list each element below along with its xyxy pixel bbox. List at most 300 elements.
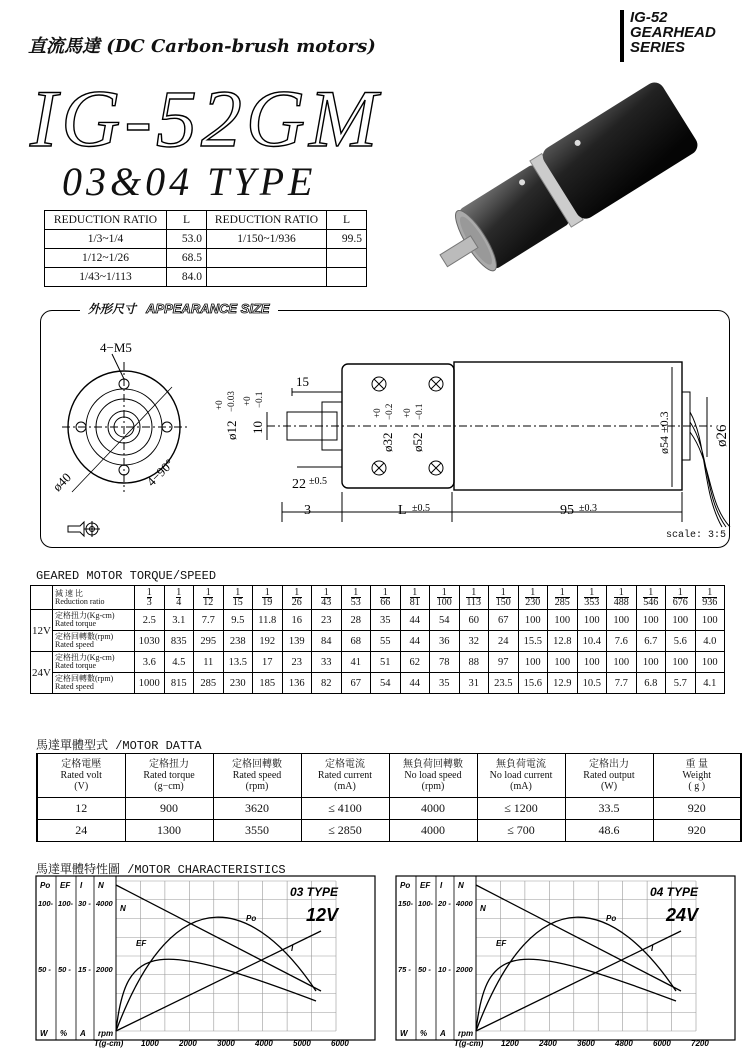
ratio-denominator: 546 [643,596,659,608]
characteristics-title: 馬達單體特性圖 /MOTOR CHARACTERISTICS [36,863,286,877]
dim-tol: −0.03 [226,391,236,412]
ratio-numerator: 1 [233,588,243,598]
value-cell: 100 [636,652,666,673]
axis-tick: 2000 [96,965,113,974]
row-label-zh: 減 速 比 [55,588,83,598]
ratio-denominator: 150 [495,596,511,608]
table-row [31,586,725,610]
table-cell: 4000 [389,820,477,842]
header-line: Weight [682,770,712,781]
speed-curve [116,885,321,991]
header-cell [125,754,213,798]
ratio-cell [577,586,607,610]
ratio-numerator: 1 [555,588,570,598]
header-cell [213,754,301,798]
axis-head: N [458,881,464,890]
value-cell: 4.1 [695,673,725,694]
value-cell: 100 [548,610,578,631]
table-cell [53,652,135,673]
dim-diameter-52: ø52 [410,432,425,452]
ratio-denominator: 26 [291,596,302,608]
value-cell: 1000 [135,673,165,694]
value-cell: 67 [341,673,371,694]
value-cell: 35 [430,673,460,694]
header-line: (V) [74,781,89,792]
document-title: 直流馬達 (DC Carbon-brush motors) [28,36,376,57]
value-cell: 84 [312,631,342,652]
value-cell: 23 [282,652,312,673]
ratio-numerator: 1 [146,586,152,598]
table-cell: 3620 [213,798,301,820]
value-cell: 6.7 [636,631,666,652]
ratio-numerator: 1 [437,588,452,598]
table-row [37,798,741,820]
row-label-zh: 定格回轉數(rpm) [55,632,114,641]
table-row [31,610,725,631]
value-cell: 36 [430,631,460,652]
axis-unit: A [440,1029,446,1038]
value-cell: 23.5 [489,673,519,694]
header-line: 無負荷回轉數 [403,759,463,770]
value-cell: 100 [577,652,607,673]
row-label-en: Rated torque [55,619,97,628]
table-cell [327,249,367,268]
header-cell [389,754,477,798]
value-cell: 100 [636,610,666,631]
value-cell: 12.9 [548,673,578,694]
dim-length-3: 3 [304,503,311,518]
row-label-zh: 定格扭力(Kg-cm) [55,653,115,662]
reduction-ratio-table [44,210,367,287]
value-cell: 295 [194,631,224,652]
axis-unit: % [60,1029,68,1038]
power-curve [116,917,316,1031]
value-cell: 4.5 [164,652,194,673]
table-cell: 1/3~1/4 [45,230,167,249]
ratio-cell [636,586,666,610]
row-label-en: Rated torque [55,661,97,670]
value-cell: 2.5 [135,610,165,631]
axis-tick: 100- [418,899,434,908]
header-cell [301,754,389,798]
table-cell: 1300 [125,820,213,842]
table-cell: 4000 [389,798,477,820]
table-header-row [45,211,367,230]
header-cell: REDUCTION RATIO [45,211,167,230]
x-tick: 1200 [501,1039,519,1048]
axis-unit: rpm [458,1029,474,1038]
value-cell: 6.8 [636,673,666,694]
header-line: Rated volt [60,770,102,781]
table-cell [53,610,135,631]
value-cell: 31 [459,673,489,694]
axis-tick: 2000 [456,965,473,974]
row-label-en: Rated speed [55,640,94,649]
x-tick: 3600 [577,1039,595,1048]
value-cell: 44 [400,610,430,631]
header-cell [565,754,653,798]
ratio-cell [341,586,371,610]
header-line: 定格扭力 [149,759,189,770]
curve-label: I [651,944,654,953]
table-cell: ≤ 4100 [301,798,389,820]
value-cell: 41 [341,652,371,673]
table-row [31,673,725,694]
value-cell: 100 [607,652,637,673]
dim-length-15: 15 [296,374,309,389]
dim-diameter-26: ø26 [714,424,730,447]
value-cell: 835 [164,631,194,652]
dim-diameter-32: ø32 [380,432,395,452]
curve-label: Po [606,914,617,923]
value-cell: 55 [371,631,401,652]
value-cell: 3.6 [135,652,165,673]
axis-tick: 100- [38,899,54,908]
table-cell [53,631,135,652]
header-line: 定格電流 [325,759,365,770]
value-cell: 54 [371,673,401,694]
ratio-denominator: 113 [466,596,482,608]
ratio-numerator: 1 [321,588,331,598]
table-cell: 33.5 [565,798,653,820]
value-cell: 100 [695,652,725,673]
value-cell: 24 [489,631,519,652]
value-cell: 100 [666,652,696,673]
model-type: 03&04 TYPE [62,159,317,204]
table-cell: 24 [37,820,125,842]
x-tick: 1000 [141,1039,159,1048]
value-cell: 62 [400,652,430,673]
axis-tick: 50 - [58,965,71,974]
value-cell: 136 [282,673,312,694]
ratio-denominator: 19 [262,596,273,608]
chart-voltage-label: 12V [305,905,338,925]
table-row [37,820,741,842]
characteristics-chart-12v [36,876,376,1046]
appearance-label-en: APPEARANCE SIZE [146,301,270,316]
header-line: ( g ) [688,781,706,792]
ratio-numerator: 1 [496,588,511,598]
row-label-en: Reduction ratio [55,596,105,606]
torque-speed-title: GEARED MOTOR TORQUE/SPEED [36,569,217,583]
scale-note: scale: 3:5 [666,530,727,541]
axis-tick: 50 - [418,965,431,974]
ratio-numerator: 1 [292,588,302,598]
row-label-zh: 定格扭力(Kg-cm) [55,611,115,620]
ratio-denominator: 53 [350,596,361,608]
table-cell: 3550 [213,820,301,842]
value-cell: 10.4 [577,631,607,652]
dim-flat-10: 10 [250,421,265,434]
value-cell: 185 [253,673,283,694]
value-cell: 60 [459,610,489,631]
speed-curve [476,885,681,991]
ratio-numerator: 1 [643,588,658,598]
axis-tick: 150- [398,899,414,908]
header-line: (rpm) [421,781,445,792]
x-tick: 5000 [293,1039,311,1048]
ratio-cell [518,586,548,610]
dim-diameter-12: ø12 [224,420,239,440]
value-cell: 230 [223,673,253,694]
ratio-cell [666,586,696,610]
ratio-numerator: 1 [410,588,420,598]
header-line: 定格回轉數 [232,759,282,770]
ratio-denominator: 285 [554,596,570,608]
value-cell: 10.5 [577,673,607,694]
axis-head: I [440,881,443,890]
ratio-denominator: 66 [380,596,391,608]
x-tick: 4000 [255,1039,273,1048]
dim-diameter-54: ø54 ±0.3 [657,411,671,454]
value-cell: 51 [371,652,401,673]
value-cell: 100 [518,610,548,631]
row-label-en: Rated speed [55,682,94,691]
axis-unit: W [400,1029,408,1038]
value-cell: 5.6 [666,631,696,652]
axis-tick: 15 - [78,965,91,974]
value-cell: 97 [489,652,519,673]
dim-tol: +0 [242,396,252,406]
ratio-denominator: 353 [584,596,600,608]
value-cell: 9.5 [223,610,253,631]
ratio-cell [400,586,430,610]
ratio-cell [135,586,165,610]
axis-tick: 4000 [456,899,473,908]
axis-head: EF [420,881,431,890]
dim-length-L: L [398,503,407,518]
value-cell: 3.1 [164,610,194,631]
dim-tol: +0 [402,408,412,418]
value-cell: 100 [548,652,578,673]
value-cell: 28 [341,610,371,631]
characteristics-chart-24v [396,876,736,1046]
value-cell: 238 [223,631,253,652]
voltage-cell: 24V [31,652,53,694]
ratio-cell [607,586,637,610]
table-cell: 1/43~1/113 [45,268,167,287]
table-cell [327,268,367,287]
ratio-cell [223,586,253,610]
ratio-numerator: 1 [176,586,182,598]
axis-tick: 100- [58,899,74,908]
row-label-zh: 定格回轉數(rpm) [55,674,114,683]
value-cell: 44 [400,631,430,652]
value-cell: 7.7 [607,673,637,694]
axis-head: EF [60,881,71,890]
header-line: No load speed [404,770,462,781]
x-tick: 2000 [179,1039,197,1048]
motor-data-title: 馬達單體型式 /MOTOR DATTA [36,739,202,753]
value-cell: 12.8 [548,631,578,652]
header-line: (g−cm) [154,781,184,792]
table-cell: 920 [653,798,741,820]
dim-tol: ±0.3 [579,503,597,514]
dim-tol: −0.1 [254,391,264,408]
value-cell: 32 [459,631,489,652]
table-row [31,631,725,652]
ratio-cell [430,586,460,610]
axis-unit: rpm [98,1029,114,1038]
ratio-denominator: 3 [146,596,152,608]
ratio-numerator: 1 [262,588,272,598]
x-unit: T(g-cm) [94,1039,124,1048]
ratio-numerator: 1 [203,588,213,598]
x-tick: 6000 [331,1039,349,1048]
curve-label: EF [136,939,147,948]
value-cell: 5.7 [666,673,696,694]
ratio-cell [282,586,312,610]
value-cell: 100 [577,610,607,631]
header-line: (W) [600,781,618,792]
ratio-denominator: 230 [525,596,541,608]
value-cell: 1030 [135,631,165,652]
table-cell: 84.0 [167,268,207,287]
ratio-numerator: 1 [673,588,688,598]
header-line: 無負荷電流 [496,759,546,770]
value-cell: 68 [341,631,371,652]
table-cell [207,249,327,268]
axis-unit: A [80,1029,86,1038]
value-cell: 11.8 [253,610,283,631]
value-cell: 285 [194,673,224,694]
dim-tol: ±0.5 [309,476,327,487]
value-cell: 78 [430,652,460,673]
chart-voltage-label: 24V [665,905,698,925]
value-cell: 100 [695,610,725,631]
value-cell: 7.6 [607,631,637,652]
power-curve [476,917,676,1031]
ratio-cell [371,586,401,610]
header-line: (rpm) [245,781,269,792]
header-line: Rated torque [143,770,195,781]
ratio-cell [548,586,578,610]
appearance-drawing [42,322,728,546]
dim-tol: ±0.5 [412,503,430,514]
ratio-cell [253,586,283,610]
table-cell: 1/12~1/26 [45,249,167,268]
value-cell: 4.0 [695,631,725,652]
dim-holes: 4−M5 [100,340,132,355]
x-tick: 7200 [691,1039,709,1048]
ratio-numerator: 1 [351,588,361,598]
axis-tick: 50 - [38,965,51,974]
x-unit: T(g-cm) [454,1039,484,1048]
ratio-cell [695,586,725,610]
dim-tol: −0.2 [384,403,394,420]
ratio-numerator: 1 [466,588,481,598]
chart-type-label: 03 TYPE [289,885,338,899]
header-line: No load current [489,770,553,781]
value-cell: 44 [400,673,430,694]
axis-tick: 4000 [96,899,113,908]
appearance-label-zh: 外形尺寸 [88,302,137,316]
ratio-denominator: 4 [176,596,182,608]
header-cell: L [327,211,367,230]
x-tick: 2400 [539,1039,557,1048]
header-line: 定格出力 [589,759,629,770]
value-cell: 15.6 [518,673,548,694]
chart-type-label: 04 TYPE [649,885,698,899]
table-cell [31,586,53,610]
curve-label: Po [246,914,257,923]
header-cell [37,754,125,798]
dim-tol: −0.1 [414,403,424,420]
efficiency-curve [476,959,676,1031]
value-cell: 192 [253,631,283,652]
table-cell: 1/150~1/936 [207,230,327,249]
motor-photo [420,80,710,290]
efficiency-curve [116,959,316,1031]
header-line: 重 量 [685,759,708,770]
table-cell: 99.5 [327,230,367,249]
projection-symbol [68,521,100,537]
ratio-denominator: 100 [436,596,452,608]
value-cell: 13.5 [223,652,253,673]
axis-head: Po [400,881,411,890]
value-cell: 815 [164,673,194,694]
ratio-denominator: 936 [702,596,718,608]
axis-unit: % [420,1029,428,1038]
dim-length-22: 22 [292,477,306,492]
value-cell: 35 [371,610,401,631]
header-cell [477,754,565,798]
model-name: IG-52GM [30,73,382,164]
ratio-denominator: 488 [613,596,629,608]
table-cell: ≤ 1200 [477,798,565,820]
ratio-numerator: 1 [614,588,629,598]
table-cell: 12 [37,798,125,820]
ratio-denominator: 676 [672,596,688,608]
series-line: IG-52 [630,9,668,26]
ratio-cell [194,586,224,610]
header-line: (mA) [510,781,532,792]
header-cell: REDUCTION RATIO [207,211,327,230]
value-cell: 88 [459,652,489,673]
value-cell: 33 [312,652,342,673]
ratio-numerator: 1 [584,588,599,598]
motor-data-table [36,753,742,842]
series-badge [620,10,740,62]
value-cell: 17 [253,652,283,673]
dim-angle: 4−90° [143,455,177,490]
table-cell: 48.6 [565,820,653,842]
ratio-denominator: 15 [232,596,243,608]
value-cell: 100 [666,610,696,631]
axis-unit: W [40,1029,48,1038]
ratio-numerator: 1 [525,588,540,598]
x-tick: 6000 [653,1039,671,1048]
value-cell: 15.5 [518,631,548,652]
curve-label: N [480,904,486,913]
ratio-cell [459,586,489,610]
axis-tick: 30 - [78,899,91,908]
table-row [45,249,367,268]
ratio-cell [489,586,519,610]
curve-label: I [291,944,294,953]
axis-head: I [80,881,83,890]
ratio-cell [164,586,194,610]
x-tick: 4800 [615,1039,633,1048]
ratio-cell [312,586,342,610]
series-line: GEARHEAD [630,24,716,41]
header-line: Rated speed [232,770,282,781]
value-cell: 82 [312,673,342,694]
ratio-denominator: 43 [321,596,332,608]
table-cell: 920 [653,820,741,842]
ratio-numerator: 1 [380,588,390,598]
header-line: (mA) [334,781,356,792]
